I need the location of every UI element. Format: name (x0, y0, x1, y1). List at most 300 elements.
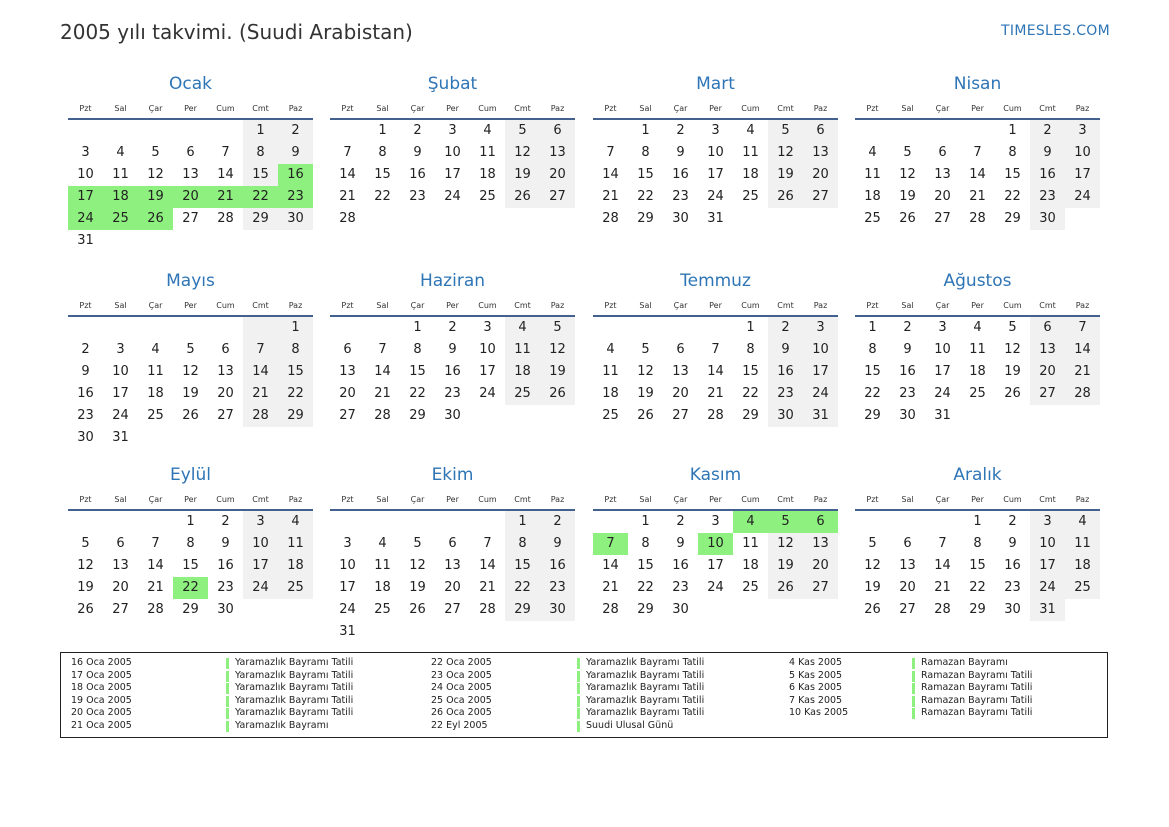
day-cell: 26 (77, 602, 94, 617)
day-cell: 24 (1030, 577, 1065, 599)
day-cell: 27 (899, 602, 916, 617)
day-cell: 9 (278, 142, 313, 164)
day-cell: 23 (768, 383, 803, 405)
day-cell: 27 (182, 211, 199, 226)
day-cell: 16 (899, 364, 916, 379)
weekday-label: Çar (410, 301, 425, 310)
day-cell: 28 (602, 602, 619, 617)
day-cell: 5 (151, 145, 160, 160)
day-cell: 21 (208, 186, 243, 208)
weekday-label: Cum (1003, 495, 1022, 504)
legend-date: 16 Oca 2005 (71, 657, 132, 668)
day-cell: 27 (444, 602, 461, 617)
day-cell: 29 (969, 602, 986, 617)
day-cell: 23 (672, 189, 689, 204)
weekday-label: Paz (813, 495, 828, 504)
weekday-label: Cum (216, 104, 235, 113)
month-name: Şubat (427, 74, 478, 94)
day-cell: 13 (672, 364, 689, 379)
weekday-label: Çar (148, 495, 163, 504)
weekday-label: Cum (1003, 104, 1022, 113)
month-name: Haziran (419, 271, 486, 291)
legend-date: 22 Eyl 2005 (431, 719, 488, 731)
weekday-label: Per (709, 104, 722, 113)
legend-holiday-name: Ramazan Bayramı Tatili (921, 669, 1033, 681)
weekday-label: Çar (410, 104, 425, 113)
day-cell: 19 (505, 164, 540, 186)
weekday-label: Per (971, 104, 984, 113)
weekday-label: Pzt (604, 104, 617, 113)
weekday-label: Pzt (341, 495, 354, 504)
day-cell: 18 (742, 167, 759, 182)
day-cell: 8 (1008, 145, 1017, 160)
day-cell: 27 (339, 408, 356, 423)
day-cell: 26 (182, 408, 199, 423)
day-cell: 26 (505, 186, 540, 208)
day-cell: 21 (374, 386, 391, 401)
day-cell: 8 (278, 339, 313, 361)
legend-color-marker (577, 708, 580, 719)
day-cell: 30 (768, 405, 803, 427)
day-cell: 27 (803, 186, 838, 208)
day-cell: 27 (1030, 383, 1065, 405)
days-grid (855, 317, 1100, 449)
weekday-label: Cmt (252, 104, 269, 113)
legend-color-marker (912, 671, 915, 682)
legend-date: 26 Oca 2005 (431, 707, 492, 719)
day-cell: 16 (1030, 164, 1065, 186)
day-cell: 9 (221, 536, 230, 551)
day-cell: 4 (378, 536, 387, 551)
day-cell: 25 (969, 386, 986, 401)
day-cell: 2 (81, 342, 90, 357)
weekday-label: Pzt (866, 104, 879, 113)
legend-row (789, 707, 1119, 720)
day-cell: 29 (505, 599, 540, 621)
legend-row (431, 657, 761, 670)
day-cell: 11 (112, 167, 129, 182)
weekday-label: Cmt (252, 301, 269, 310)
day-cell: 24 (68, 208, 103, 230)
day-cell: 5 (1008, 320, 1017, 335)
weekday-label: Pzt (79, 495, 92, 504)
day-cell: 24 (479, 386, 496, 401)
day-cell: 7 (221, 145, 230, 160)
month-name: Temmuz (680, 271, 751, 291)
day-cell: 25 (602, 408, 619, 423)
legend-row (431, 695, 761, 708)
day-cell: 14 (339, 167, 356, 182)
day-cell: 29 (278, 405, 313, 427)
day-cell: 16 (672, 558, 689, 573)
day-cell: 3 (483, 320, 492, 335)
day-cell: 26 (864, 602, 881, 617)
weekday-header (330, 491, 575, 509)
legend-row (431, 682, 761, 695)
day-cell: 30 (899, 408, 916, 423)
day-cell: 6 (938, 145, 947, 160)
weekday-label: Pzt (604, 301, 617, 310)
day-cell: 19 (138, 186, 173, 208)
day-cell: 23 (540, 577, 575, 599)
day-cell: 4 (1065, 511, 1100, 533)
day-cell: 24 (339, 602, 356, 617)
weekday-header (593, 297, 838, 315)
day-cell: 22 (409, 386, 426, 401)
month-name: Aralık (953, 465, 1002, 485)
day-cell: 24 (112, 408, 129, 423)
day-cell: 29 (864, 408, 881, 423)
weekday-label: Paz (1075, 495, 1090, 504)
day-cell: 9 (676, 536, 685, 551)
legend-row (71, 707, 401, 720)
day-cell: 6 (1030, 317, 1065, 339)
day-cell: 3 (448, 123, 457, 138)
weekday-label: Paz (288, 104, 303, 113)
day-cell: 14 (217, 167, 234, 182)
legend-color-marker (226, 708, 229, 719)
day-cell: 7 (151, 536, 160, 551)
day-cell: 12 (768, 533, 803, 555)
day-cell: 25 (864, 211, 881, 226)
legend-color-marker (577, 671, 580, 682)
day-cell: 15 (243, 164, 278, 186)
weekday-label: Per (709, 495, 722, 504)
day-cell: 10 (1065, 142, 1100, 164)
month-1 (68, 72, 313, 252)
day-cell: 28 (934, 602, 951, 617)
day-cell: 9 (903, 342, 912, 357)
day-cell: 13 (899, 558, 916, 573)
legend-color-marker (577, 658, 580, 669)
weekday-label: Sal (114, 301, 127, 310)
legend-holiday-name: Yaramazlık Bayramı Tatili (586, 694, 705, 706)
month-name: Ekim (431, 465, 474, 485)
day-cell: 9 (1030, 142, 1065, 164)
day-cell: 1 (746, 320, 755, 335)
weekday-label: Pzt (866, 495, 879, 504)
day-cell: 18 (505, 361, 540, 383)
day-cell: 4 (733, 511, 768, 533)
weekday-header (68, 491, 313, 509)
day-cell: 18 (374, 580, 391, 595)
day-cell: 28 (969, 211, 986, 226)
day-cell: 3 (81, 145, 90, 160)
day-cell: 10 (934, 342, 951, 357)
day-cell: 22 (505, 577, 540, 599)
day-cell: 12 (1004, 342, 1021, 357)
day-cell: 12 (899, 167, 916, 182)
days-grid (593, 511, 838, 643)
day-cell: 1 (505, 511, 540, 533)
day-cell: 2 (413, 123, 422, 138)
day-cell: 21 (1065, 361, 1100, 383)
day-cell: 17 (68, 186, 103, 208)
day-cell: 8 (641, 536, 650, 551)
day-cell: 22 (637, 189, 654, 204)
day-cell: 15 (637, 558, 654, 573)
day-cell: 22 (1004, 189, 1021, 204)
legend-holiday-name: Yaramazlık Bayramı Tatili (235, 707, 354, 719)
day-cell: 16 (217, 558, 234, 573)
day-cell: 8 (378, 145, 387, 160)
day-cell: 31 (803, 405, 838, 427)
day-cell: 4 (868, 145, 877, 160)
day-cell: 15 (182, 558, 199, 573)
day-cell: 6 (221, 342, 230, 357)
day-cell: 13 (182, 167, 199, 182)
month-11 (593, 463, 838, 643)
month-5 (68, 269, 313, 449)
day-cell: 8 (868, 342, 877, 357)
legend-holiday-name: Yaramazlık Bayramı Tatili (586, 682, 705, 694)
day-cell: 29 (1004, 211, 1021, 226)
day-cell: 2 (1008, 514, 1017, 529)
weekday-label: Cum (741, 104, 760, 113)
day-cell: 26 (138, 208, 173, 230)
day-cell: 6 (343, 342, 352, 357)
weekday-label: Per (446, 495, 459, 504)
weekday-label: Sal (376, 495, 389, 504)
day-cell: 1 (278, 317, 313, 339)
day-cell: 2 (221, 514, 230, 529)
day-cell: 22 (864, 386, 881, 401)
day-cell: 15 (278, 361, 313, 383)
day-cell: 5 (768, 120, 803, 142)
day-cell: 21 (147, 580, 164, 595)
day-cell: 28 (374, 408, 391, 423)
day-cell: 7 (378, 342, 387, 357)
day-cell: 15 (969, 558, 986, 573)
day-cell: 16 (768, 361, 803, 383)
day-cell: 15 (374, 167, 391, 182)
weekday-label: Paz (1075, 301, 1090, 310)
day-cell: 31 (112, 430, 129, 445)
weekday-label: Cum (478, 301, 497, 310)
day-cell: 26 (899, 211, 916, 226)
day-cell: 12 (540, 339, 575, 361)
weekday-label: Per (446, 301, 459, 310)
day-cell: 10 (1030, 533, 1065, 555)
day-cell: 21 (602, 189, 619, 204)
day-cell: 4 (505, 317, 540, 339)
day-cell: 11 (278, 533, 313, 555)
day-cell: 25 (505, 383, 540, 405)
weekday-label: Pzt (341, 104, 354, 113)
day-cell: 31 (934, 408, 951, 423)
day-cell: 31 (1030, 599, 1065, 621)
day-cell: 21 (934, 580, 951, 595)
weekday-label: Sal (901, 301, 914, 310)
day-cell: 7 (938, 536, 947, 551)
day-cell: 8 (505, 533, 540, 555)
day-cell: 17 (1065, 164, 1100, 186)
weekday-label: Cum (741, 495, 760, 504)
day-cell: 11 (374, 558, 391, 573)
legend-color-marker (226, 683, 229, 694)
day-cell: 18 (147, 386, 164, 401)
weekday-label: Pzt (341, 301, 354, 310)
weekday-label: Çar (410, 495, 425, 504)
legend-color-marker (226, 721, 229, 732)
day-cell: 3 (803, 317, 838, 339)
day-cell: 12 (505, 142, 540, 164)
day-cell: 9 (448, 342, 457, 357)
legend-holiday-name: Suudi Ulusal Günü (586, 719, 674, 731)
legend-date: 23 Oca 2005 (431, 669, 492, 681)
day-cell: 4 (278, 511, 313, 533)
legend-holiday-name: Ramazan Bayramı Tatili (921, 707, 1033, 719)
day-cell: 18 (479, 167, 496, 182)
weekday-label: Sal (114, 495, 127, 504)
day-cell: 21 (339, 189, 356, 204)
day-cell: 4 (151, 342, 160, 357)
legend-color-marker (226, 696, 229, 707)
weekday-label: Per (446, 104, 459, 113)
weekday-label: Sal (376, 301, 389, 310)
legend-date: 20 Oca 2005 (71, 707, 132, 719)
day-cell: 13 (112, 558, 129, 573)
day-cell: 21 (707, 386, 724, 401)
day-cell: 7 (1065, 317, 1100, 339)
day-cell: 3 (1065, 120, 1100, 142)
day-cell: 21 (602, 580, 619, 595)
month-10 (330, 463, 575, 643)
weekday-label: Cmt (777, 104, 794, 113)
day-cell: 5 (81, 536, 90, 551)
day-cell: 30 (444, 408, 461, 423)
day-cell: 10 (77, 167, 94, 182)
brand-link[interactable]: TIMESLES.COM (1001, 23, 1110, 39)
weekday-label: Paz (550, 301, 565, 310)
day-cell: 27 (803, 577, 838, 599)
weekday-label: Cum (478, 495, 497, 504)
legend-column (789, 657, 1119, 720)
weekday-label: Cmt (777, 301, 794, 310)
weekday-label: Çar (148, 104, 163, 113)
day-cell: 14 (479, 558, 496, 573)
weekday-label: Pzt (866, 301, 879, 310)
day-cell: 12 (637, 364, 654, 379)
day-cell: 11 (742, 145, 759, 160)
day-cell: 22 (637, 580, 654, 595)
day-cell: 14 (243, 361, 278, 383)
legend-date: 22 Oca 2005 (431, 657, 492, 668)
day-cell: 24 (803, 383, 838, 405)
day-cell: 19 (540, 361, 575, 383)
weekday-label: Cmt (1039, 495, 1056, 504)
day-cell: 23 (278, 186, 313, 208)
weekday-label: Sal (901, 495, 914, 504)
day-cell: 14 (934, 558, 951, 573)
day-cell: 16 (1004, 558, 1021, 573)
day-cell: 23 (444, 386, 461, 401)
day-cell: 14 (969, 167, 986, 182)
day-cell: 18 (864, 189, 881, 204)
day-cell: 20 (339, 386, 356, 401)
legend-row (71, 720, 401, 733)
day-cell: 28 (602, 211, 619, 226)
weekday-label: Cmt (1039, 104, 1056, 113)
day-cell: 16 (444, 364, 461, 379)
day-cell: 29 (182, 602, 199, 617)
day-cell: 28 (1065, 383, 1100, 405)
day-cell: 6 (116, 536, 125, 551)
weekday-header (593, 491, 838, 509)
day-cell: 11 (479, 145, 496, 160)
day-cell: 3 (711, 514, 720, 529)
weekday-label: Paz (288, 495, 303, 504)
day-cell: 30 (1004, 602, 1021, 617)
weekday-label: Sal (639, 495, 652, 504)
day-cell: 5 (868, 536, 877, 551)
weekday-label: Cmt (514, 104, 531, 113)
day-cell: 21 (479, 580, 496, 595)
day-cell: 1 (973, 514, 982, 529)
legend-holiday-name: Ramazan Bayramı (921, 657, 1008, 668)
legend-date: 6 Kas 2005 (789, 682, 843, 694)
day-cell: 13 (339, 364, 356, 379)
day-cell: 8 (973, 536, 982, 551)
days-grid (330, 317, 575, 449)
day-cell: 8 (243, 142, 278, 164)
legend-row (71, 657, 401, 670)
day-cell: 5 (768, 511, 803, 533)
legend-date: 4 Kas 2005 (789, 657, 843, 668)
day-cell: 17 (707, 167, 724, 182)
weekday-label: Çar (673, 301, 688, 310)
day-cell: 5 (641, 342, 650, 357)
day-cell: 20 (173, 186, 208, 208)
day-cell: 19 (182, 386, 199, 401)
weekday-label: Çar (148, 301, 163, 310)
day-cell: 19 (637, 386, 654, 401)
legend-row (789, 670, 1119, 683)
day-cell: 2 (1030, 120, 1065, 142)
legend-column (431, 657, 761, 733)
weekday-label: Per (971, 301, 984, 310)
day-cell: 16 (672, 167, 689, 182)
day-cell: 26 (768, 577, 803, 599)
weekday-label: Paz (550, 495, 565, 504)
day-cell: 7 (243, 339, 278, 361)
days-grid (330, 511, 575, 643)
legend-row (789, 682, 1119, 695)
day-cell: 26 (540, 383, 575, 405)
day-cell: 25 (147, 408, 164, 423)
weekday-label: Cum (478, 104, 497, 113)
day-cell: 17 (339, 580, 356, 595)
day-cell: 2 (676, 514, 685, 529)
weekday-label: Çar (935, 104, 950, 113)
day-cell: 28 (217, 211, 234, 226)
weekday-label: Sal (901, 104, 914, 113)
day-cell: 6 (186, 145, 195, 160)
day-cell: 25 (479, 189, 496, 204)
day-cell: 23 (672, 580, 689, 595)
day-cell: 10 (243, 533, 278, 555)
day-cell: 8 (186, 536, 195, 551)
day-cell: 18 (103, 186, 138, 208)
day-cell: 30 (672, 602, 689, 617)
day-cell: 17 (707, 558, 724, 573)
day-cell: 27 (934, 211, 951, 226)
day-cell: 6 (903, 536, 912, 551)
day-cell: 20 (112, 580, 129, 595)
day-cell: 20 (1030, 361, 1065, 383)
weekday-header (330, 100, 575, 118)
day-cell: 23 (1004, 580, 1021, 595)
